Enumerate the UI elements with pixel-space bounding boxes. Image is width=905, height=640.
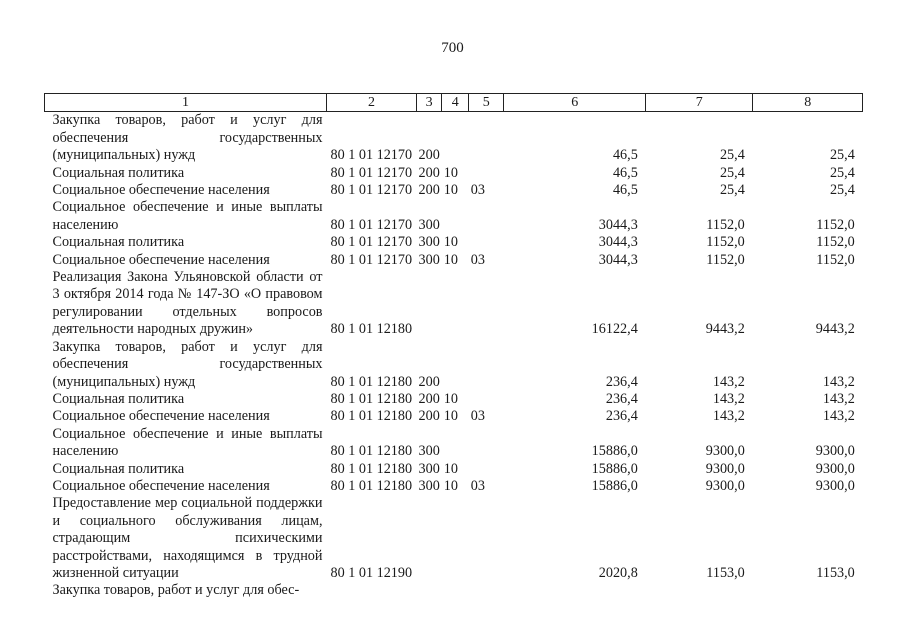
table-row bbox=[45, 495, 863, 582]
subsection-code: 03 bbox=[470, 408, 485, 425]
subsection-code bbox=[469, 199, 504, 234]
amount-col-8: 25,4 bbox=[829, 164, 855, 181]
row-name: Социальное обеспечение и иные выплаты населению bbox=[52, 425, 323, 460]
amount-col-6: 2020,8 bbox=[598, 564, 638, 581]
column-header: 5 bbox=[469, 94, 504, 112]
target-article-code: 80 1 01 12180 bbox=[330, 460, 413, 477]
row-name: Предоставление мер социальной поддержки и социального обслуживания лицам, страдающим психическими расстройствами, находящимся в трудной жизненной ситуации bbox=[52, 495, 323, 581]
column-header: 8 bbox=[753, 94, 863, 112]
amount-col-6: 3044,3 bbox=[598, 251, 638, 268]
expense-type-code bbox=[417, 582, 442, 599]
amount-col-6: 15886,0 bbox=[591, 477, 638, 494]
amount-col-7: 143,2 bbox=[712, 408, 745, 425]
table-row bbox=[45, 582, 863, 599]
amount-col-6: 3044,3 bbox=[598, 216, 638, 233]
table-header-row bbox=[45, 94, 863, 112]
amount-col-6: 236,4 bbox=[605, 390, 638, 407]
expense-type-code: 200 bbox=[418, 147, 440, 164]
expense-type-code: 200 bbox=[418, 390, 440, 407]
expense-type-code: 200 bbox=[418, 164, 440, 181]
amount-col-8: 1153,0 bbox=[816, 564, 855, 581]
table-row bbox=[45, 234, 863, 251]
amount-col-7: 1152,0 bbox=[706, 216, 745, 233]
target-article-code: 80 1 01 12170 bbox=[330, 147, 413, 164]
amount-col-6: 236,4 bbox=[605, 408, 638, 425]
row-name: Социальное обеспечение населения bbox=[52, 408, 270, 425]
subsection-code bbox=[469, 269, 504, 339]
table-row bbox=[45, 391, 863, 408]
amount-col-6: 46,5 bbox=[612, 147, 638, 164]
target-article-code: 80 1 01 12180 bbox=[330, 390, 413, 407]
expense-type-code: 300 bbox=[418, 443, 440, 460]
expense-type-code: 200 bbox=[418, 408, 440, 425]
table-row bbox=[45, 269, 863, 339]
section-code: 10 bbox=[443, 251, 458, 268]
amount-col-8: 143,2 bbox=[822, 408, 855, 425]
amount-col-8: 25,4 bbox=[829, 182, 855, 199]
amount-col-8: 143,2 bbox=[822, 390, 855, 407]
amount-col-6: 15886,0 bbox=[591, 443, 638, 460]
subsection-code: 03 bbox=[470, 182, 485, 199]
section-code: 10 bbox=[443, 164, 458, 181]
table-row bbox=[45, 182, 863, 199]
target-article-code: 80 1 01 12180 bbox=[330, 373, 413, 390]
amount-col-7: 143,2 bbox=[712, 390, 745, 407]
subsection-code bbox=[469, 391, 504, 408]
section-code bbox=[442, 269, 469, 339]
section-code bbox=[442, 426, 469, 461]
target-article-code: 80 1 01 12190 bbox=[330, 564, 413, 581]
section-code: 10 bbox=[443, 477, 458, 494]
subsection-code bbox=[469, 165, 504, 182]
subsection-code bbox=[469, 461, 504, 478]
amount-col-6: 3044,3 bbox=[598, 234, 638, 251]
row-name: Социальная политика bbox=[52, 390, 185, 407]
amount-col-6: 46,5 bbox=[612, 164, 638, 181]
row-name: Социальное обеспечение населения bbox=[52, 251, 270, 268]
table-row bbox=[45, 408, 863, 425]
amount-col-8: 1152,0 bbox=[816, 216, 855, 233]
amount-col-8: 9300,0 bbox=[815, 477, 855, 494]
row-name: Социальное обеспечение населения bbox=[52, 182, 270, 199]
subsection-code bbox=[469, 582, 504, 599]
expense-type-code: 300 bbox=[418, 251, 440, 268]
amount-col-8: 9300,0 bbox=[815, 460, 855, 477]
expense-type-code bbox=[417, 269, 442, 339]
column-header: 3 bbox=[417, 94, 442, 112]
target-article-code: 80 1 01 12180 bbox=[330, 477, 413, 494]
amount-col-7: 1153,0 bbox=[706, 564, 745, 581]
row-name: Социальная политика bbox=[52, 460, 185, 477]
column-header: 2 bbox=[327, 94, 417, 112]
amount-col-7: 9300,0 bbox=[705, 443, 745, 460]
table-row bbox=[45, 461, 863, 478]
row-name: Социальное обеспечение населения bbox=[52, 477, 270, 494]
table-row bbox=[45, 112, 863, 165]
column-header: 7 bbox=[646, 94, 753, 112]
subsection-code bbox=[469, 112, 504, 165]
subsection-code: 03 bbox=[470, 251, 485, 268]
subsection-code bbox=[469, 426, 504, 461]
section-code: 10 bbox=[443, 234, 458, 251]
table-body bbox=[45, 112, 863, 600]
budget-table bbox=[44, 93, 863, 600]
section-code bbox=[442, 112, 469, 165]
subsection-code bbox=[469, 495, 504, 582]
amount-col-8: 9300,0 bbox=[815, 443, 855, 460]
amount-col-8 bbox=[753, 582, 863, 599]
column-header: 4 bbox=[442, 94, 469, 112]
target-article-code: 80 1 01 12170 bbox=[330, 251, 413, 268]
amount-col-7: 1152,0 bbox=[706, 251, 745, 268]
amount-col-8: 143,2 bbox=[822, 373, 855, 390]
subsection-code bbox=[469, 339, 504, 391]
amount-col-6: 46,5 bbox=[612, 182, 638, 199]
section-code: 10 bbox=[443, 390, 458, 407]
table-row bbox=[45, 478, 863, 495]
amount-col-7: 143,2 bbox=[712, 373, 745, 390]
expense-type-code: 200 bbox=[418, 373, 440, 390]
section-code: 10 bbox=[443, 460, 458, 477]
table-row bbox=[45, 426, 863, 461]
amount-col-7: 1152,0 bbox=[706, 234, 745, 251]
row-name: Реализация Закона Ульяновской области от 3 октября 2014 года № 147-ЗО «О правовом регулировании отдельных вопросов деятельности народных дружин» bbox=[52, 269, 323, 338]
amount-col-6 bbox=[504, 582, 646, 599]
section-code: 10 bbox=[443, 182, 458, 199]
subsection-code bbox=[469, 234, 504, 251]
table-row bbox=[45, 165, 863, 182]
page-number: 700 bbox=[441, 40, 464, 56]
amount-col-8: 9443,2 bbox=[815, 321, 855, 338]
amount-col-7: 25,4 bbox=[719, 182, 745, 199]
row-name: Закупка товаров, работ и услуг для обес- bbox=[52, 582, 300, 599]
amount-col-6: 16122,4 bbox=[591, 321, 638, 338]
amount-col-8: 25,4 bbox=[829, 147, 855, 164]
expense-type-code: 200 bbox=[418, 182, 440, 199]
amount-col-7: 9300,0 bbox=[705, 460, 745, 477]
subsection-code: 03 bbox=[470, 477, 485, 494]
section-code bbox=[442, 495, 469, 582]
row-name: Закупка товаров, работ и услуг для обеспечения государственных (муниципальных) нужд bbox=[52, 112, 323, 164]
expense-type-code: 300 bbox=[418, 216, 440, 233]
amount-col-7: 25,4 bbox=[719, 164, 745, 181]
amount-col-7: 25,4 bbox=[719, 147, 745, 164]
amount-col-7 bbox=[646, 582, 753, 599]
row-name: Социальная политика bbox=[52, 164, 185, 181]
target-article-code bbox=[327, 582, 417, 599]
section-code bbox=[442, 339, 469, 391]
table-row bbox=[45, 339, 863, 391]
column-header: 1 bbox=[45, 94, 327, 112]
expense-type-code: 300 bbox=[418, 234, 440, 251]
expense-type-code: 300 bbox=[418, 460, 440, 477]
amount-col-8: 1152,0 bbox=[816, 234, 855, 251]
expense-type-code bbox=[417, 495, 442, 582]
section-code bbox=[442, 582, 469, 599]
row-name: Закупка товаров, работ и услуг для обеспечения государственных (муниципальных) нужд bbox=[52, 338, 323, 390]
target-article-code: 80 1 01 12170 bbox=[330, 182, 413, 199]
amount-col-6: 15886,0 bbox=[591, 460, 638, 477]
section-code: 10 bbox=[443, 408, 458, 425]
table-row bbox=[45, 252, 863, 269]
amount-col-7: 9300,0 bbox=[705, 477, 745, 494]
target-article-code: 80 1 01 12180 bbox=[330, 321, 413, 338]
amount-col-8: 1152,0 bbox=[816, 251, 855, 268]
amount-col-6: 236,4 bbox=[605, 373, 638, 390]
row-name: Социальное обеспечение и иные выплаты населению bbox=[52, 199, 323, 233]
table-row bbox=[45, 199, 863, 234]
amount-col-7: 9443,2 bbox=[705, 321, 745, 338]
target-article-code: 80 1 01 12180 bbox=[330, 443, 413, 460]
target-article-code: 80 1 01 12170 bbox=[330, 234, 413, 251]
row-name: Социальная политика bbox=[52, 234, 185, 251]
column-header: 6 bbox=[504, 94, 646, 112]
target-article-code: 80 1 01 12180 bbox=[330, 408, 413, 425]
target-article-code: 80 1 01 12170 bbox=[330, 216, 413, 233]
expense-type-code: 300 bbox=[418, 477, 440, 494]
section-code bbox=[442, 199, 469, 234]
target-article-code: 80 1 01 12170 bbox=[330, 164, 413, 181]
